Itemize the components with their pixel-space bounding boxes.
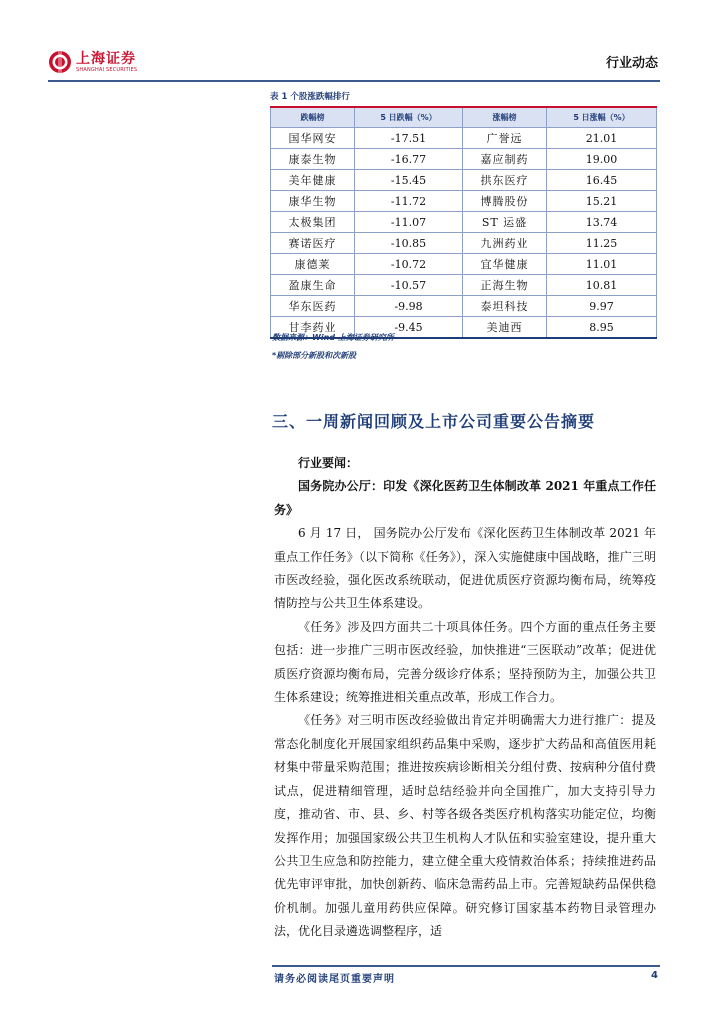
change-value-cell: -15.45 (355, 170, 463, 191)
column-header: 5 日涨幅（%） (547, 107, 657, 128)
footer-divider (272, 965, 660, 967)
stock-name-cell: 嘉应制药 (463, 149, 547, 170)
stock-name-cell: 甘李药业 (271, 317, 355, 339)
logo-name-en: SHANGHAI SECURITIES (76, 66, 138, 73)
column-header: 跌幅榜 (271, 107, 355, 128)
stock-name-cell: 赛诺医疗 (271, 233, 355, 254)
exclusion-note: *剔除部分新股和次新股 (272, 351, 357, 360)
change-value-cell: 13.74 (547, 212, 657, 233)
stock-name-cell: 康泰生物 (271, 149, 355, 170)
body-paragraph: 《任务》对三明市医改经验做出肯定并明确需大力进行推广：提及常态化制度化开展国家组织药品集中采购，逐步扩大药品和高值医用耗材集中带量采购范围；推进按疾病诊断相关分组付费、按病种分值付费试点，促进精细管理，适时总结经验并向全国推广，加大支持引导力度，推动省、市、县、乡、村等各级各类医疗机构落实功能定位，均衡发挥作用；加强国家级公共卫生机构人才队伍和实验室建设，提升重大公共卫生应急和防控能力，建立健全重大疫情救治体系；持续推进药品优先审评审批，加快创新药、临床急需药品上市。完善短缺药品保供稳价机制。加强儿童用药供应保障。研究修订国家基本药物目录管理办法，优化目录遴选调整程序，适 (274, 713, 656, 939)
change-value-cell: 10.81 (547, 275, 657, 296)
change-value-cell: 21.01 (547, 128, 657, 149)
table-row (271, 191, 657, 212)
stock-name-cell: 国华网安 (271, 128, 355, 149)
table-row (271, 275, 657, 296)
stock-name-cell: 博腾股份 (463, 191, 547, 212)
stock-name-cell: 盈康生命 (271, 275, 355, 296)
change-value-cell: 11.01 (547, 254, 657, 275)
table-title: 表 1 个股涨跌幅排行 (270, 92, 350, 102)
stock-name-cell: 康德莱 (271, 254, 355, 275)
logo-emblem-icon (48, 50, 72, 74)
data-source-note: 数据来源：Wind 上海证券研究所 (272, 333, 394, 342)
table-row (271, 128, 657, 149)
column-header: 5 日跌幅（%） (355, 107, 463, 128)
disclaimer-notice: 请务必阅读尾页重要声明 (274, 974, 395, 985)
table-row (271, 233, 657, 254)
change-value-cell: 15.21 (547, 191, 657, 212)
page-header (48, 46, 658, 82)
header-divider (48, 80, 660, 82)
change-value-cell: 11.25 (547, 233, 657, 254)
stock-name-cell: 拱东医疗 (463, 170, 547, 191)
change-value-cell: -16.77 (355, 149, 463, 170)
change-value-cell: -10.72 (355, 254, 463, 275)
stock-name-cell: 九洲药业 (463, 233, 547, 254)
change-value-cell: 9.97 (547, 296, 657, 317)
page-number: 4 (651, 970, 658, 981)
column-header: 涨幅榜 (463, 107, 547, 128)
table-row (271, 254, 657, 275)
change-value-cell: -11.07 (355, 212, 463, 233)
change-value-cell: -10.57 (355, 275, 463, 296)
stock-name-cell: ST 运盛 (463, 212, 547, 233)
logo-name-cn: 上海证券 (76, 50, 136, 67)
table-header-row (271, 107, 657, 128)
change-value-cell: 19.00 (547, 149, 657, 170)
stock-name-cell: 美迪西 (463, 317, 547, 339)
stock-name-cell: 康华生物 (271, 191, 355, 212)
stock-name-cell: 正海生物 (463, 275, 547, 296)
body-paragraph: 6 月 17 日， 国务院办公厅发布《深化医药卫生体制改革 2021 年重点工作任务》（以下简称《任务》），深入实施健康中国战略，推广三明市医改经验，强化医改系统联动，促进优质医疗资源均衡布局，统筹疫情防控与公共卫生体系建设。 (274, 526, 656, 611)
change-value-cell: 16.45 (547, 170, 657, 191)
section-heading: 三、一周新闻回顾及上市公司重要公告摘要 (272, 412, 596, 431)
table-row (271, 149, 657, 170)
stock-name-cell: 美年健康 (271, 170, 355, 191)
change-value-cell: -17.51 (355, 128, 463, 149)
table-row (271, 296, 657, 317)
document-type-label: 行业动态 (605, 56, 658, 71)
stock-name-cell: 华东医药 (271, 296, 355, 317)
stock-ranking-table (270, 106, 657, 339)
subsection-label: 行业要闻： (298, 456, 359, 470)
company-logo (48, 50, 137, 74)
table-row (271, 212, 657, 233)
stock-name-cell: 泰坦科技 (463, 296, 547, 317)
news-headline: 国务院办公厅：印发《深化医药卫生体制改革 2021 年重点工作任务》 (274, 479, 656, 517)
news-content (274, 452, 656, 944)
change-value-cell: -10.85 (355, 233, 463, 254)
change-value-cell: -11.72 (355, 191, 463, 212)
stock-name-cell: 宜华健康 (463, 254, 547, 275)
body-paragraph: 《任务》涉及四方面共二十项具体任务。四个方面的重点任务主要包括：进一步推广三明市医改经验，加快推进“三医联动”改革；促进优质医疗资源均衡布局，完善分级诊疗体系；坚持预防为主，加强公共卫生体系建设；统筹推进相关重点改革，形成工作合力。 (274, 619, 656, 705)
stock-name-cell: 广誉远 (463, 128, 547, 149)
change-value-cell: 8.95 (547, 317, 657, 339)
table-row (271, 170, 657, 191)
stock-name-cell: 太极集团 (271, 212, 355, 233)
change-value-cell: -9.98 (355, 296, 463, 317)
change-value-cell: -9.45 (355, 317, 463, 339)
